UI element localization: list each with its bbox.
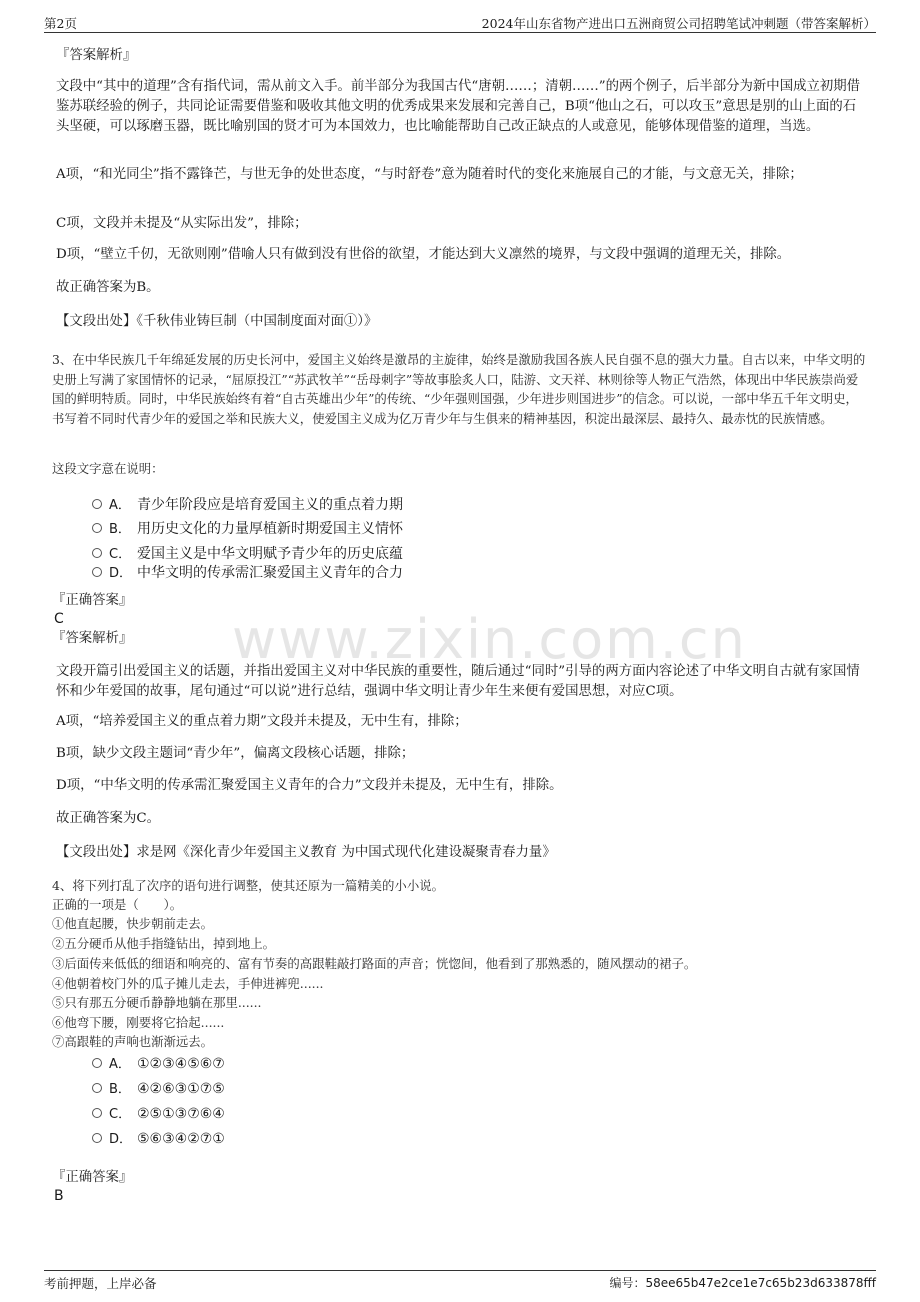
q3-option-d[interactable] xyxy=(92,562,403,584)
document-id: 编号：58ee65b47e2ce1e7c65b23d633878fff xyxy=(609,1276,876,1290)
option-letter: B． xyxy=(109,522,131,537)
q4-sentence: ④他朝着校门外的瓜子摊儿走去，手伸进裤兜...... xyxy=(52,976,324,991)
q3-answer-label: 『正确答案』 xyxy=(52,593,133,608)
q4-sentence: ②五分硬币从他手指缝钻出，掉到地上。 xyxy=(52,936,276,951)
option-letter: C． xyxy=(109,1107,132,1122)
option-letter: B． xyxy=(109,1082,131,1097)
q3-analysis-paragraph: D项，“中华文明的传承需汇聚爱国主义青年的合力”文段并未提及，无中生有，排除。 xyxy=(56,778,563,793)
q3-source: 【文段出处】求是网《深化青少年爱国主义教育 为中国式现代化建设凝聚青春力量》 xyxy=(56,845,556,860)
q4-answer: B xyxy=(54,1188,64,1204)
option-text: 用历史文化的力量厚植新时期爱国主义情怀 xyxy=(137,521,403,537)
option-text: 青少年阶段应是培育爱国主义的重点着力期 xyxy=(137,497,403,513)
q2-analysis-label: 『答案解析』 xyxy=(56,48,137,63)
option-letter: A． xyxy=(109,498,131,513)
q4-sentence: ⑦高跟鞋的声响也渐渐远去。 xyxy=(52,1034,214,1049)
option-text: ②⑤①③⑦⑥④ xyxy=(137,1106,225,1122)
option-text: 中华文明的传承需汇聚爱国主义青年的合力 xyxy=(137,565,403,581)
option-text: ⑤⑥③④②⑦① xyxy=(137,1131,225,1147)
radio-icon[interactable] xyxy=(92,1108,102,1118)
q4-option-b[interactable] xyxy=(92,1078,225,1100)
radio-icon[interactable] xyxy=(92,1058,102,1068)
footer-slogan: 考前押题，上岸必备 xyxy=(44,1276,157,1291)
q4-sentence: ①他直起腰，快步朝前走去。 xyxy=(52,916,214,931)
q3-analysis-paragraph: B项，缺少文段主题词“青少年”，偏离文段核心话题，排除； xyxy=(56,746,415,761)
q4-prompt: 正确的一项是（ ）。 xyxy=(52,897,183,912)
radio-icon[interactable] xyxy=(92,1133,102,1143)
watermark: www.zixin.com.cn xyxy=(232,608,747,671)
q3-analysis-paragraph: 文段开篇引出爱国主义的话题，并指出爱国主义对中华民族的重要性，随后通过“同时”引导的两方面内容论述了中华文明自古就有家国情怀和少年爱国的故事，尾句通过“可以说”进行总结，强调中华文明让青少年生来便有爱国思想，对应C项。 xyxy=(56,664,860,699)
option-text: ①②③④⑤⑥⑦ xyxy=(137,1056,225,1072)
page-number: 第2页 xyxy=(44,16,77,31)
q3-answer: C xyxy=(54,611,64,627)
radio-icon[interactable] xyxy=(92,567,102,577)
q4-stem: 4、将下列打乱了次序的语句进行调整，使其还原为一篇精美的小小说。 xyxy=(52,878,444,893)
q3-option-a[interactable] xyxy=(92,494,403,516)
q3-analysis-label: 『答案解析』 xyxy=(52,631,133,646)
q4-sentence: ③后面传来低低的细语和响亮的、富有节奏的高跟鞋敲打路面的声音；恍惚间，他看到了那熟悉的，随风摆动的裙子。 xyxy=(52,956,697,971)
q2-analysis-paragraph: 文段中“其中的道理”含有指代词，需从前文入手。前半部分为我国古代“唐朝……；清朝……”的两个例子，后半部分为新中国成立初期借鉴苏联经验的例子，共同论证需要借鉴和吸收其他文明的优秀成果来发展和完善自己，B项“他山之石，可以攻玉”意思是别的山上面的石头坚硬，可以琢磨玉器，既比喻别国的贤才可为本国效力，也比喻能帮助自己改正缺点的人或意见，能够体现借鉴的道理，当选。 xyxy=(56,79,861,134)
option-text: 爱国主义是中华文明赋予青少年的历史底蕴 xyxy=(137,546,403,562)
q4-option-c[interactable] xyxy=(92,1103,225,1125)
option-letter: A． xyxy=(109,1057,131,1072)
q4-sentence: ⑤只有那五分硬币静静地躺在那里...... xyxy=(52,995,262,1010)
q4-answer-label: 『正确答案』 xyxy=(52,1170,133,1185)
q3-analysis-paragraph: A项，“培养爱国主义的重点着力期”文段并未提及，无中生有，排除； xyxy=(56,714,468,729)
q3-option-b[interactable] xyxy=(92,518,403,540)
q3-stem: 3、在中华民族几千年绵延发展的历史长河中，爱国主义始终是激昂的主旋律，始终是激励我国各族人民自强不息的强大力量。自古以来，中华文明的史册上写满了家国情怀的记录，“屈原投江”“苏武牧羊”“岳母刺字”等故事脍炙人口，陆游、文天祥、林则徐等人物正气浩然，体现出中华民族崇尚爱国的鲜明特质。同时，中华民族始终有着“自古英雄出少年”的传统、“少年强则国强，少年进步则国进步”的信念。可以说，一部中华五千年文明史，书写着不同时代青少年的爱国之举和民族大义，使爱国主义成为亿万青少年与生俱来的精神基因，积淀出最深层、最持久、最赤忱的民族情感。 xyxy=(52,352,866,426)
q2-conclusion: 故正确答案为B。 xyxy=(56,280,160,295)
page-header xyxy=(44,12,876,33)
q3-conclusion: 故正确答案为C。 xyxy=(56,811,160,826)
q2-analysis-paragraph: D项，“壁立千仞，无欲则刚”借喻人只有做到没有世俗的欲望，才能达到大义凛然的境界，与文段中强调的道理无关，排除。 xyxy=(56,247,791,262)
radio-icon[interactable] xyxy=(92,523,102,533)
option-text: ④②⑥③①⑦⑤ xyxy=(137,1081,225,1097)
option-letter: D． xyxy=(109,1132,133,1147)
q3-prompt: 这段文字意在说明： xyxy=(52,461,164,476)
radio-icon[interactable] xyxy=(92,499,102,509)
q4-option-a[interactable] xyxy=(92,1053,225,1075)
q2-source: 【文段出处】《千秋伟业铸巨制（中国制度面对面①）》 xyxy=(56,314,378,329)
radio-icon[interactable] xyxy=(92,548,102,558)
option-letter: C． xyxy=(109,547,132,562)
q4-option-d[interactable] xyxy=(92,1128,225,1150)
option-letter: D． xyxy=(109,566,133,581)
document-title: 2024年山东省物产进出口五洲商贸公司招聘笔试冲刺题（带答案解析） xyxy=(481,16,876,31)
q2-analysis-paragraph: C项，文段并未提及“从实际出发”，排除； xyxy=(56,216,308,231)
q2-analysis-paragraph: A项，“和光同尘”指不露锋芒，与世无争的处世态度，“与时舒卷”意为随着时代的变化来施展自己的才能，与文意无关，排除； xyxy=(56,167,803,182)
radio-icon[interactable] xyxy=(92,1083,102,1093)
q4-sentence: ⑥他弯下腰，刚要将它拾起...... xyxy=(52,1015,225,1030)
page-footer xyxy=(44,1270,876,1291)
